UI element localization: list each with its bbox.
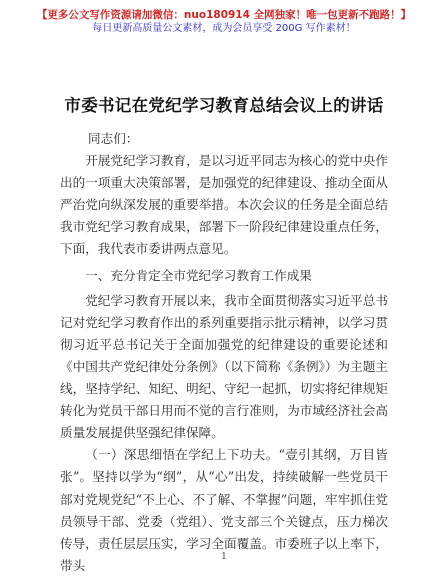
- section-heading-1: 一、充分肯定全市党纪学习教育工作成果: [85, 267, 312, 283]
- paragraph-study: （一）深思细悟在学纪上下功夫。“壹引其纲，万目皆张”。坚持以学为“纲”，从“心”出发，持续破解一些党员干部对党规党纪“不上心、不了解、不掌握”问题，牢牢抓住党员领导干部、党委（党组）、党支部三个关键点，压力梯次传导，责任层层压实，学习全面覆盖。市委班子以上率下，带头: [60, 447, 388, 573]
- greeting: 同志们：: [88, 131, 139, 146]
- promo-banner: [0, 8, 448, 36]
- document-title: 市委书记在党纪学习教育总结会议上的讲话: [64, 96, 384, 115]
- promo-banner-line1: 【更多公文写作资源请加微信：nuo180914 全网独家！唯一包更新不跑路！】: [36, 9, 412, 21]
- promo-banner-line2: 每日更新高质量公文素材，成为会员享受 200G 写作素材！: [92, 23, 356, 34]
- paragraph-achievements: 党纪学习教育开展以来，我市全面贯彻落实习近平总书记对党纪学习教育作出的系列重要指示批示精神，以学习贯彻习近平总书记关于全面加强党的纪律建设的重要论述和《中国共产党纪律处分条例》（以下简称《条例》）为主题主线，坚持学纪、知纪、明纪、守纪一起抓，切实将纪律规矩转化为党员干部日用而不觉的言行准则，为市域经济社会高质量发展提供坚强纪律保障。: [60, 292, 388, 441]
- page-number: 1: [221, 552, 227, 562]
- paragraph-intro: 开展党纪学习教育，是以习近平同志为核心的党中央作出的一项重大决策部署，是加强党的纪律建设、推动全面从严治党向纵深发展的重要举措。本次会议的任务是全面总结我市党纪学习教育成果，部署下一阶段纪律建设重点任务，下面，我代表市委讲两点意见。: [60, 153, 388, 257]
- document-body: [60, 128, 388, 577]
